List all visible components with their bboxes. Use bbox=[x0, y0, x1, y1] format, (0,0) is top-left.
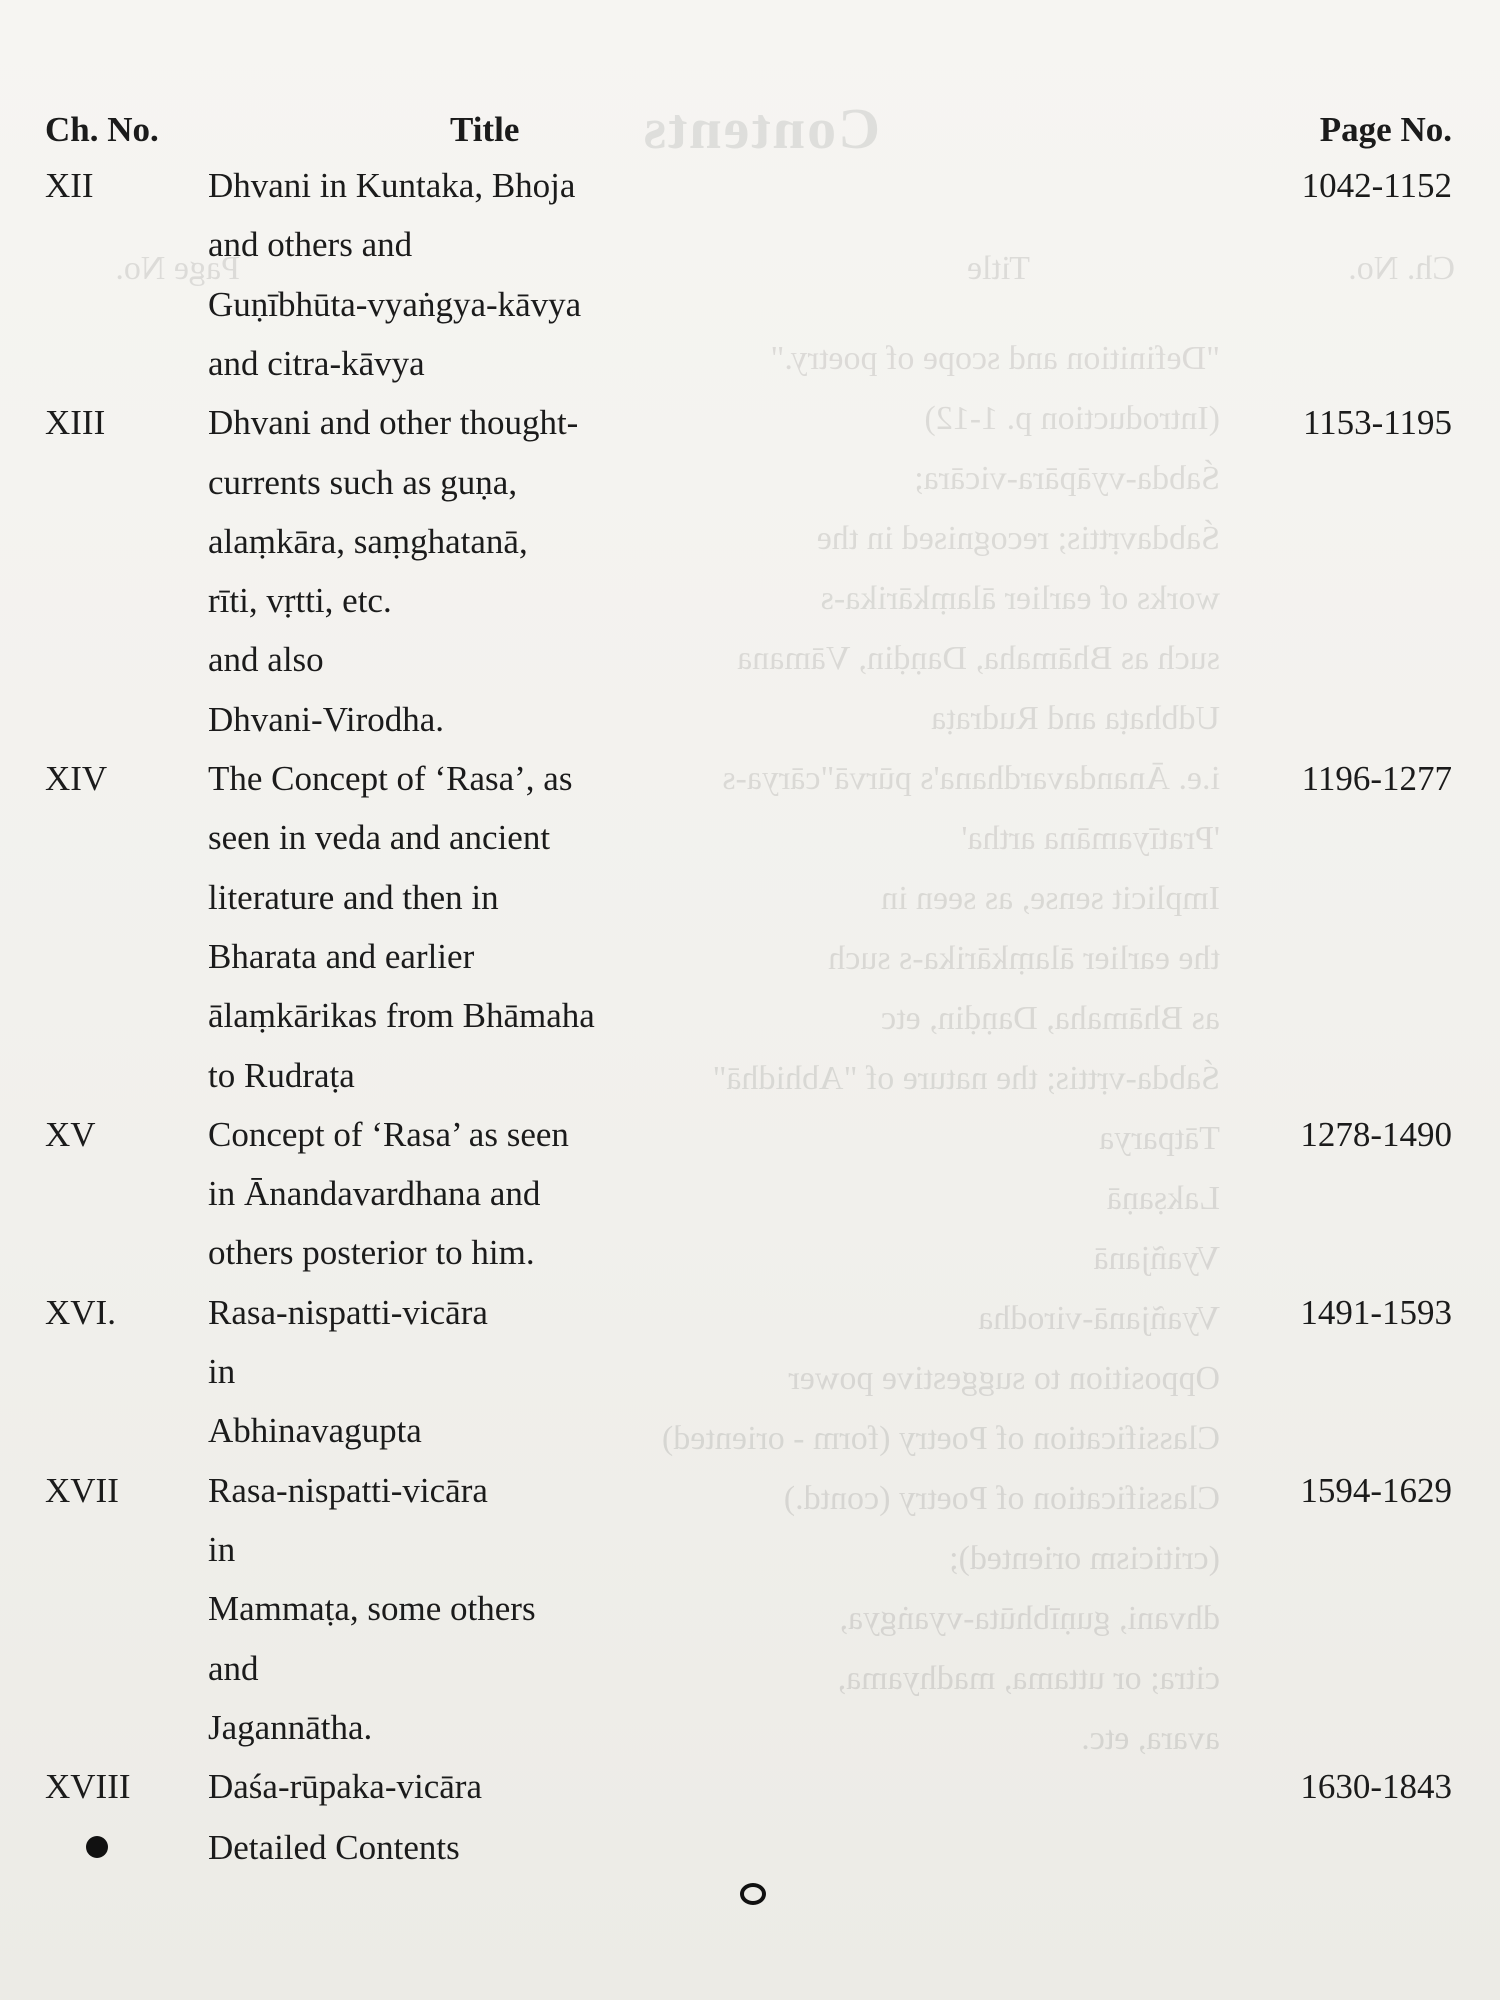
chapter-title-line: currents such as guṇa, bbox=[208, 463, 518, 502]
bleed-through-line: works of earlier ālaṃkārika-s bbox=[820, 580, 1220, 617]
chapter-title-line: Dhvani-Virodha. bbox=[208, 700, 445, 739]
bleed-through-line: the earlier ālaṃkārika-s such bbox=[828, 940, 1220, 977]
bleed-through-line: Udbhaṭa and Rudraṭa bbox=[931, 700, 1220, 737]
chapter-title-line: Mammaṭa, some others bbox=[208, 1589, 536, 1628]
bleed-through-head-title: Title bbox=[966, 250, 1030, 287]
chapter-title-line: Bharata and earlier bbox=[208, 937, 475, 976]
chapter-title-line: and citra-kāvya bbox=[208, 344, 425, 383]
bleed-through-line: citra; or uttama, madhyama, bbox=[837, 1660, 1220, 1697]
chapter-title-line: Daśa-rūpaka-vicāra bbox=[208, 1767, 482, 1806]
chapter-number: XV bbox=[45, 1115, 96, 1154]
bleed-through-line: as Bhāmaha, Daṇḍin, etc bbox=[881, 1000, 1220, 1037]
chapter-title-line: and also bbox=[208, 640, 324, 679]
chapter-title-line: to Rudraṭa bbox=[208, 1056, 355, 1095]
chapter-title-line: rīti, vṛtti, etc. bbox=[208, 581, 392, 620]
chapter-number: XVI. bbox=[45, 1293, 116, 1332]
bleed-through-line: Implicit sense, as seen in bbox=[881, 880, 1220, 917]
page-range: 1278-1490 bbox=[1300, 1115, 1452, 1154]
header-ch-no: Ch. No. bbox=[45, 110, 159, 149]
header-title: Title bbox=[450, 110, 520, 149]
bleed-through-line: Vyañjanā bbox=[1093, 1240, 1220, 1277]
ornament-circle-icon bbox=[740, 1883, 766, 1905]
chapter-title-line: Abhinavagupta bbox=[208, 1411, 422, 1450]
chapter-title-line: Dhvani and other thought- bbox=[208, 403, 579, 442]
bleed-through-line: dhvani, guṇībhūta-vyaṅgya, bbox=[839, 1600, 1220, 1637]
chapter-number: XVIII bbox=[45, 1767, 131, 1806]
bleed-through-line: Lakṣaṇā bbox=[1106, 1180, 1220, 1217]
bleed-through-line: (Introduction p. 1-12) bbox=[924, 400, 1220, 437]
chapter-number: XIV bbox=[45, 759, 108, 798]
chapter-title-line: and bbox=[208, 1649, 259, 1688]
chapter-title-line: ālaṃkārikas from Bhāmaha bbox=[208, 996, 595, 1035]
chapter-title-line: Guṇībhūta-vyaṅgya-kāvya bbox=[208, 285, 582, 324]
bleed-through-line: avara, etc. bbox=[1081, 1720, 1220, 1757]
bleed-through-line: such as Bhāmaha, Daṇḍin, Vāmana bbox=[737, 640, 1220, 677]
header-page-no: Page No. bbox=[1319, 110, 1452, 149]
detailed-contents-label: Detailed Contents bbox=[208, 1828, 460, 1867]
page-range: 1196-1277 bbox=[1301, 759, 1452, 798]
bleed-through-line: Vyañjanā-virodha bbox=[978, 1300, 1220, 1337]
bleed-through-line: "Definition and scope of poetry." bbox=[770, 340, 1220, 377]
bleed-through-line: 'Pratīyamāna artha' bbox=[961, 820, 1220, 857]
chapter-title-line: Concept of ‘Rasa’ as seen bbox=[208, 1115, 569, 1154]
bleed-through-line: Śabdavṛttis; recognised in the bbox=[816, 520, 1220, 557]
page-range: 1594-1629 bbox=[1300, 1471, 1452, 1510]
bleed-through-title: Contents bbox=[641, 96, 880, 161]
page-range: 1153-1195 bbox=[1302, 403, 1452, 442]
bleed-through-head-page: Page No. bbox=[115, 250, 240, 287]
bleed-through-line: Śabda-vṛttis; the nature of "Abhidhā" bbox=[712, 1060, 1220, 1097]
bleed-through-line: Śabda-vyāpāra-vicāra; bbox=[914, 460, 1220, 497]
bleed-through-line: i.e. Ānandavardhana's pūrvā"cārya-s bbox=[722, 760, 1220, 797]
bleed-through-line: Opposition to suggestive power bbox=[788, 1360, 1220, 1397]
page-range: 1630-1843 bbox=[1300, 1767, 1452, 1806]
chapter-title-line: Jagannātha. bbox=[208, 1708, 373, 1747]
chapter-title-line: in Ānandavardhana and bbox=[208, 1174, 541, 1213]
bleed-through-line: Tātparya bbox=[1099, 1120, 1220, 1157]
bullet-icon bbox=[86, 1836, 108, 1858]
chapter-number: XII bbox=[45, 166, 94, 205]
page-range: 1042-1152 bbox=[1301, 166, 1452, 205]
chapter-title-line: Dhvani in Kuntaka, Bhoja bbox=[208, 166, 576, 205]
chapter-title-line: others posterior to him. bbox=[208, 1233, 535, 1272]
chapter-title-line: and others and bbox=[208, 225, 413, 264]
chapter-number: XIII bbox=[45, 403, 106, 442]
chapter-title-line: alaṃkāra, saṃghatanā, bbox=[208, 522, 528, 561]
chapter-number: XVII bbox=[45, 1471, 119, 1510]
chapter-title-line: seen in veda and ancient bbox=[208, 818, 551, 857]
bleed-through-head-ch: Ch. No. bbox=[1348, 250, 1455, 287]
chapter-title-line: literature and then in bbox=[208, 878, 499, 917]
chapter-title-line: The Concept of ‘Rasa’, as bbox=[208, 759, 573, 798]
chapter-title-line: Rasa-nispatti-vicāra bbox=[208, 1471, 488, 1510]
bleed-through-line: (criticism oriented); bbox=[949, 1540, 1220, 1577]
bleed-through-line: Classification of Poetry (contd.) bbox=[783, 1480, 1220, 1517]
bleed-through-line: Classification of Poetry (form - oriented) bbox=[661, 1420, 1220, 1457]
chapter-title-line: Rasa-nispatti-vicāra bbox=[208, 1293, 488, 1332]
chapter-title-line: in bbox=[208, 1530, 236, 1569]
chapter-title-line: in bbox=[208, 1352, 236, 1391]
page-range: 1491-1593 bbox=[1300, 1293, 1452, 1332]
